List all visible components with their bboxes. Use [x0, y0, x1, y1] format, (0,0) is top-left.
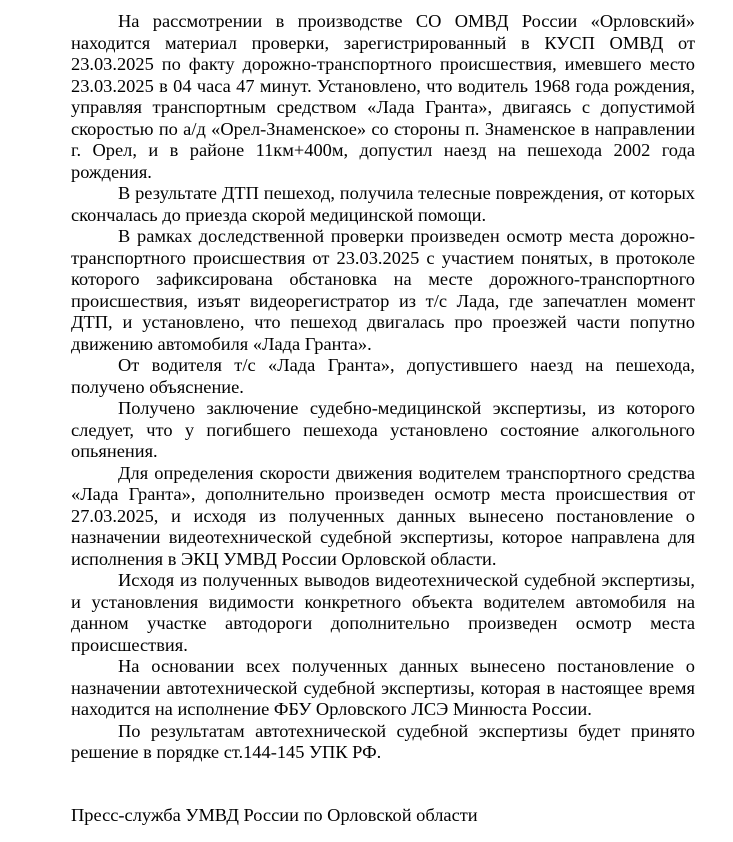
document-body — [71, 11, 695, 764]
paragraph-scene-inspection: В рамках доследственной проверки произведен осмотр места дорожно-транспортного происшествия от 23.03.2025 с участием понятых, в протоколе которого зафиксирована обстановка на месте дорожного-транспортного происшествия, изъят видеорегистратор из т/с Лада, где запечатлен момент ДТП, и установлено, что пешеход двигалась про проезжей части попутно движению автомобиля «Лада Гранта». — [71, 226, 695, 354]
paragraph-driver-statement: От водителя т/с «Лада Гранта», допустившего наезд на пешехода, получено объяснение. — [71, 355, 695, 397]
paragraph-injuries: В результате ДТП пешеход, получила телесные повреждения, от которых скончалась до приезда скорой медицинской помощи. — [71, 183, 695, 225]
press-service-signature: Пресс-служба УМВД России по Орловской области — [71, 805, 478, 825]
paragraph-video-expertise: Для определения скорости движения водителем транспортного средства «Лада Гранта», дополнительно произведен осмотр места происшествия от 27.03.2025, и исходя из полученных данных вынесено постановление о назначении видеотехнической судебной экспертизы, которое направлена для исполнения в ЭКЦ УМВД России Орловской области. — [71, 462, 695, 569]
paragraph-decision: По результатам автотехнической судебной экспертизы будет принято решение в порядке ст.144-145 УПК РФ. — [71, 720, 695, 762]
paragraph-visibility-inspection: Исходя из полученных выводов видеотехнической судебной экспертизы, и установления видимости конкретного объекта водителем автомобиля на данном участке автодороги дополнительно произведен осмотр места происшествия. — [71, 570, 695, 655]
paragraph-forensic-medical: Получено заключение судебно-медицинской экспертизы, из которого следует, что у погибшего пешехода установлено состояние алкогольного опьянения. — [71, 398, 695, 461]
paragraph-auto-expertise: На основании всех полученных данных вынесено постановление о назначении автотехнической судебной экспертизы, которая в настоящее время находится на исполнение ФБУ Орловского ЛСЭ Минюста России. — [71, 656, 695, 719]
paragraph-case-intro: На рассмотрении в производстве СО ОМВД России «Орловский» находится материал проверки, зарегистрированный в КУСП ОМВД от 23.03.2025 по факту дорожно-транспортного происшествия, имевшего место 23.03.2025 в 04 часа 47 минут. Установлено, что водитель 1968 года рождения, управляя транспортным средством «Лада Гранта», двигаясь с допустимой скоростью по а/д «Орел-Знаменское» со стороны п. Знаменское в направлении г. Орел, и в районе 11км+400м, допустил наезд на пешехода 2002 года рождения. — [71, 11, 695, 182]
